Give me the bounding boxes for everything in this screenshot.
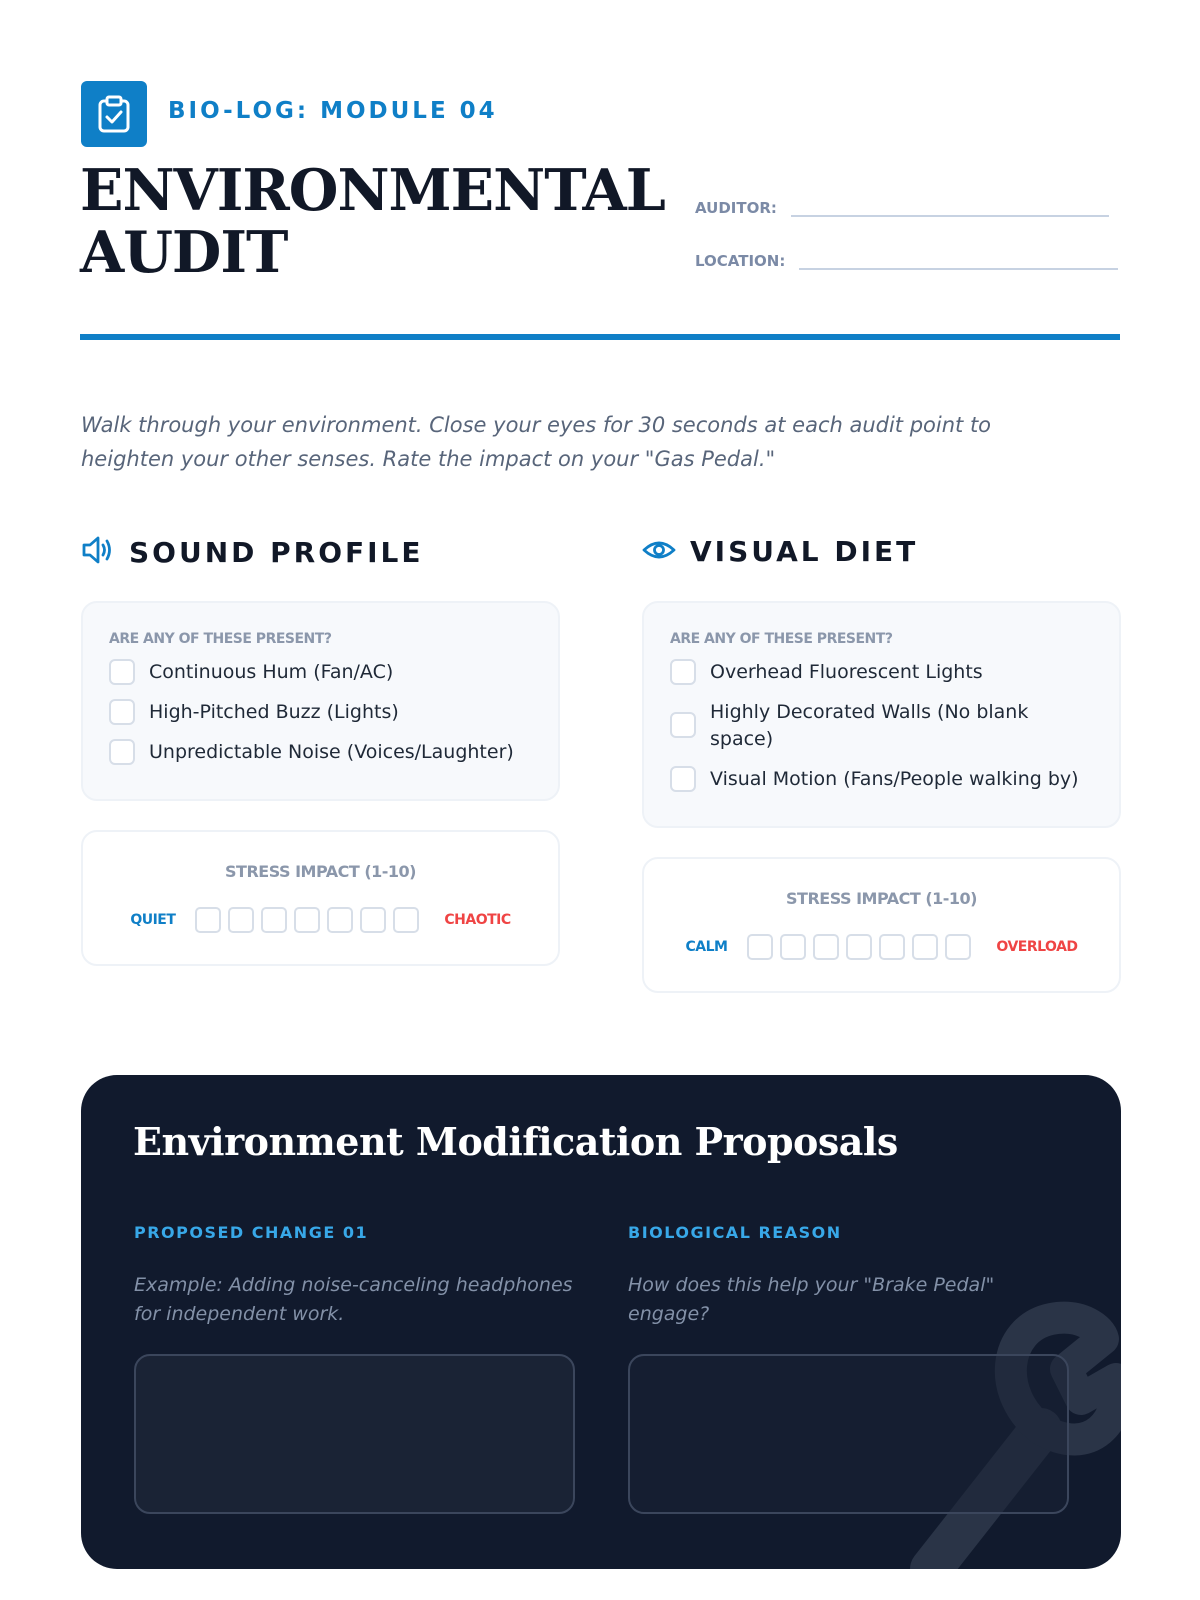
scale-box[interactable] [813,934,839,960]
sound-profile-title: SOUND PROFILE [129,535,424,569]
proposed-change-hint: Example: Adding noise-canceling headphones for independent work. [134,1274,573,1325]
header-divider [80,334,1120,340]
location-field [695,246,1118,270]
sound-stress-scale [83,907,558,933]
list-item[interactable] [670,766,1093,793]
scale-low-label: CALM [685,939,728,955]
list-item[interactable] [109,699,532,726]
visual-diet-title: VISUAL DIET [690,535,919,568]
scale-box[interactable] [747,934,773,960]
sound-stress-scale-card [81,830,560,966]
scale-box[interactable] [360,907,386,933]
scale-high-label: OVERLOAD [996,939,1078,955]
visual-checklist-card [642,601,1121,828]
proposed-change-input[interactable] [134,1354,575,1514]
check-label: Highly Decorated Walls (No blank space) [710,701,1029,750]
scale-box[interactable] [294,907,320,933]
proposed-change-label: PROPOSED CHANGE 01 [134,1223,369,1242]
clipboard-check-icon [81,81,147,147]
list-item[interactable] [109,739,532,766]
check-label: Continuous Hum (Fan/AC) [149,661,394,683]
scale-box[interactable] [228,907,254,933]
module-label: BIO-LOG: MODULE 04 [168,98,498,124]
checkbox[interactable] [109,699,135,725]
sound-checklist-card [81,601,560,801]
scale-box[interactable] [945,934,971,960]
location-label: LOCATION: [695,252,786,270]
sound-scale-caption: STRESS IMPACT (1-10) [225,862,416,881]
biological-reason-label: BIOLOGICAL REASON [628,1223,842,1242]
visual-stress-scale-card [642,857,1121,993]
scale-box[interactable] [261,907,287,933]
check-label: Unpredictable Noise (Voices/Laughter) [149,741,514,763]
intro-text: Walk through your environment. Close your eyes for 30 seconds at each audit point to heighten your other senses. Rate the impact on your "Gas Pedal." [81,413,992,471]
scale-box[interactable] [780,934,806,960]
scale-box[interactable] [912,934,938,960]
auditor-label: AUDITOR: [695,199,777,217]
auditor-field [695,193,1109,217]
scale-low-label: QUIET [130,912,176,928]
proposals-title: Environment Modification Proposals [133,1119,898,1164]
scale-box[interactable] [195,907,221,933]
list-item[interactable] [670,699,1093,753]
scale-box[interactable] [327,907,353,933]
scale-box[interactable] [846,934,872,960]
scale-box[interactable] [879,934,905,960]
modification-proposals-panel [81,1075,1121,1569]
biological-reason-hint: How does this help your "Brake Pedal" engage? [628,1274,995,1325]
checkbox[interactable] [109,739,135,765]
sound-checklist-caption: ARE ANY OF THESE PRESENT? [109,631,332,647]
location-input[interactable] [799,246,1118,270]
list-item[interactable] [109,659,532,686]
speaker-icon [81,535,115,569]
list-item[interactable] [670,659,1093,686]
page-title-line-1: ENVIRONMENTAL [80,157,665,224]
biological-reason-input[interactable] [628,1354,1069,1514]
scale-high-label: CHAOTIC [444,912,511,928]
eye-icon [642,537,676,567]
visual-checklist-caption: ARE ANY OF THESE PRESENT? [670,631,893,647]
scale-box[interactable] [393,907,419,933]
check-label: Visual Motion (Fans/People walking by) [710,768,1079,790]
checkbox[interactable] [670,766,696,792]
page-title [80,157,680,286]
check-label: Overhead Fluorescent Lights [710,661,983,683]
visual-diet-header [642,535,918,568]
check-label: High-Pitched Buzz (Lights) [149,701,399,723]
sound-profile-header [81,535,424,569]
page-title-line-2: AUDIT [80,219,288,286]
visual-stress-scale [644,934,1119,960]
checkbox[interactable] [670,659,696,685]
auditor-input[interactable] [791,193,1109,217]
checkbox[interactable] [670,712,696,738]
checkbox[interactable] [109,659,135,685]
visual-scale-caption: STRESS IMPACT (1-10) [786,889,977,908]
